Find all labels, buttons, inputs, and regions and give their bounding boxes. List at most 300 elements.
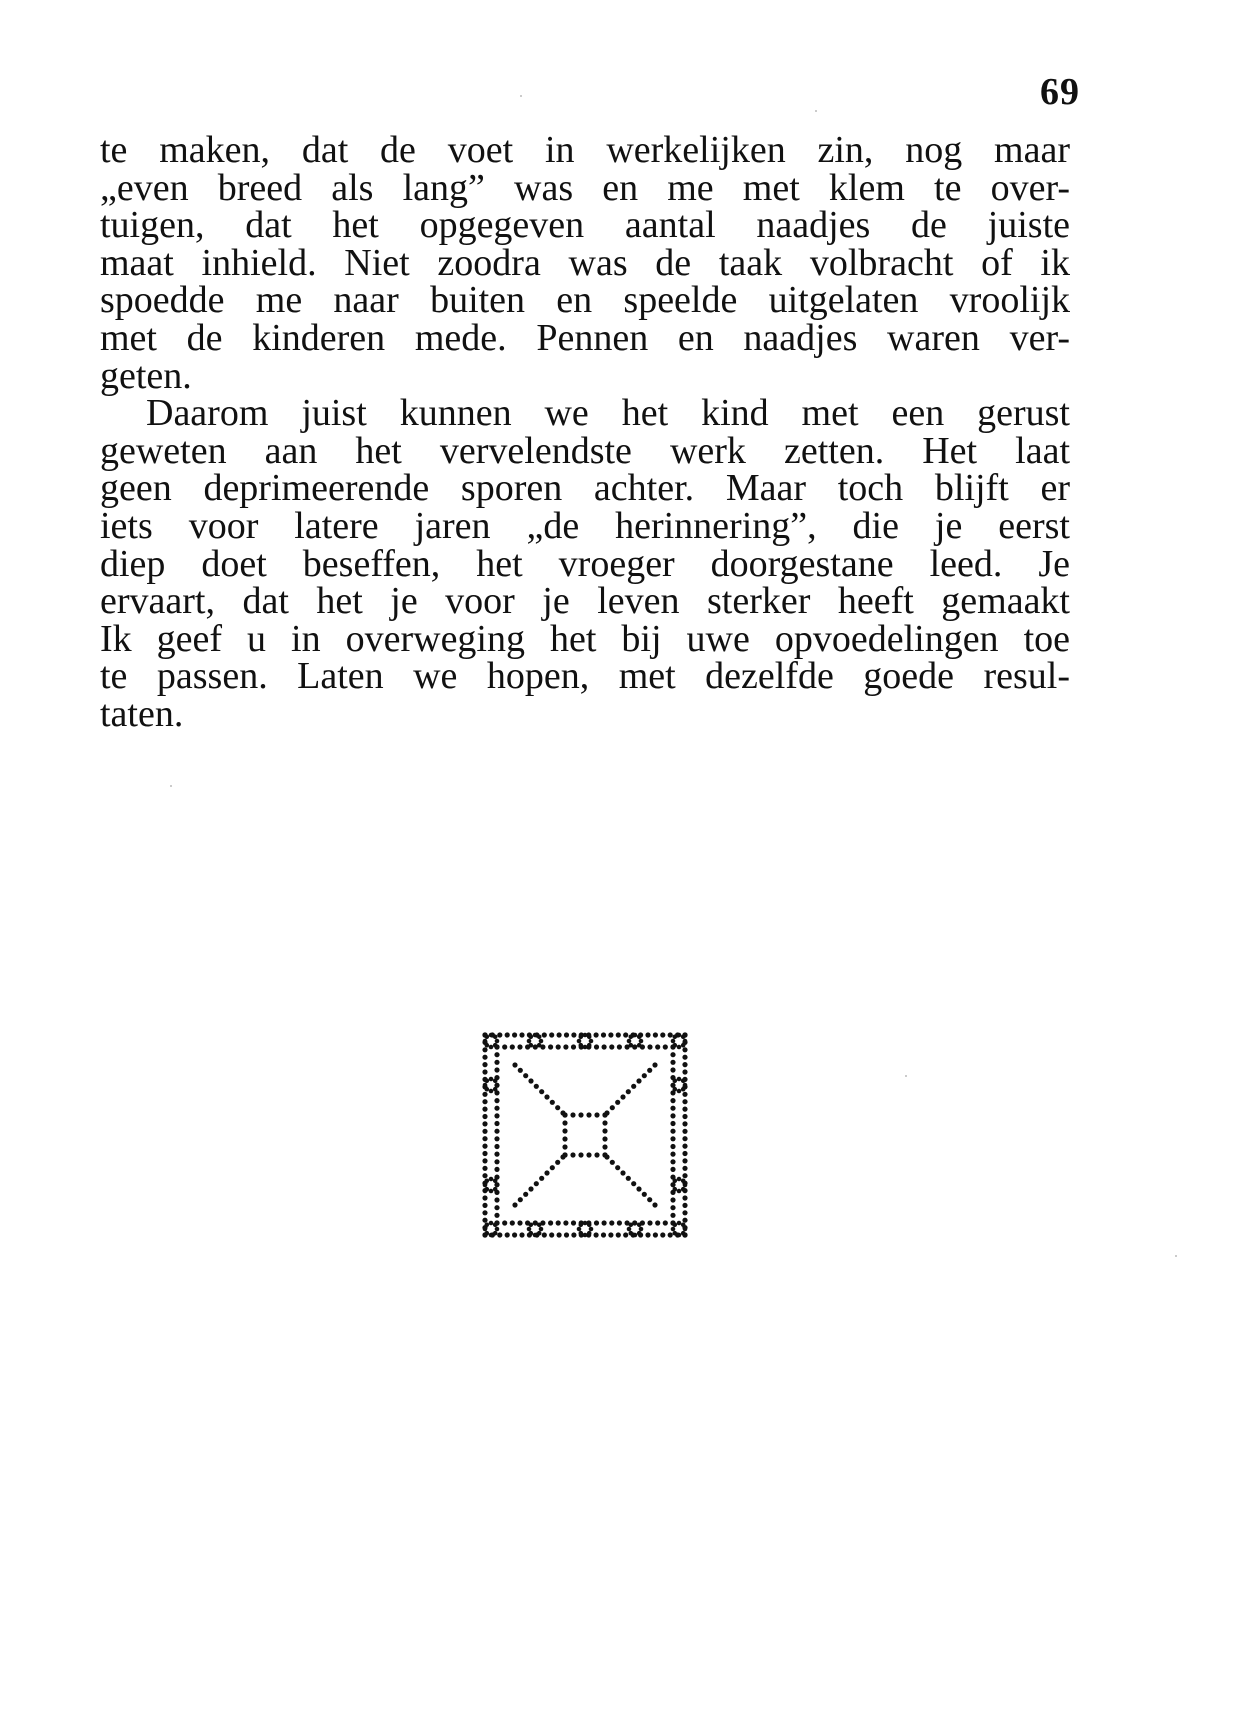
ornament-dot bbox=[629, 1231, 634, 1236]
ornament-dot bbox=[682, 1099, 687, 1104]
ornament-dot bbox=[682, 1114, 687, 1119]
ornament-dot bbox=[682, 1136, 687, 1141]
ornament-dot bbox=[682, 1129, 687, 1134]
ornament-dot bbox=[494, 1144, 499, 1149]
ornament-dot bbox=[489, 1233, 494, 1238]
ornament-dot bbox=[610, 1160, 615, 1165]
ornament-dot bbox=[529, 1035, 534, 1040]
ornament-dot bbox=[482, 1092, 487, 1097]
ornament-dot bbox=[519, 1232, 524, 1237]
ornament-dot bbox=[647, 1044, 652, 1049]
ornament-dot bbox=[482, 1158, 487, 1163]
ornament-dot bbox=[523, 1073, 528, 1078]
scan-speck bbox=[170, 785, 172, 787]
ornament-dot bbox=[544, 1094, 549, 1099]
ornament-dot bbox=[502, 1044, 507, 1049]
ornament-dots bbox=[482, 1032, 687, 1237]
ornament-dot bbox=[670, 1167, 675, 1172]
ornament-dot bbox=[560, 1154, 565, 1159]
ornament-dot bbox=[550, 1165, 555, 1170]
ornament-dot bbox=[493, 1187, 498, 1192]
ornament-dot bbox=[602, 1136, 607, 1141]
body-text bbox=[100, 129, 1070, 771]
ornament-dot bbox=[493, 1043, 498, 1048]
ornament-dot bbox=[482, 1062, 487, 1067]
ornament-dot bbox=[627, 1039, 632, 1044]
ornament-dot bbox=[627, 1227, 632, 1232]
ornament-dot bbox=[494, 1106, 499, 1111]
ornament-dot bbox=[482, 1099, 487, 1104]
ornament-dot bbox=[673, 1187, 678, 1192]
ornament-dot bbox=[682, 1166, 687, 1171]
ornament-dot bbox=[642, 1073, 647, 1078]
ornament-dot bbox=[494, 1121, 499, 1126]
ornament-dot bbox=[670, 1205, 675, 1210]
ornament-dot bbox=[653, 1032, 658, 1037]
ornament-dot bbox=[655, 1220, 660, 1225]
ornament-dot bbox=[671, 1039, 676, 1044]
ornament-dot bbox=[519, 1032, 524, 1037]
ornament-dot bbox=[587, 1231, 592, 1236]
ornament-dot bbox=[485, 1179, 490, 1184]
ornament-dot bbox=[594, 1044, 599, 1049]
ornament-dot bbox=[594, 1220, 599, 1225]
ornament-dot bbox=[609, 1044, 614, 1049]
ornament-dot bbox=[682, 1107, 687, 1112]
ornament-dot bbox=[653, 1232, 658, 1237]
ornament-dot bbox=[636, 1078, 641, 1083]
ornament-dot bbox=[493, 1223, 498, 1228]
ornament-dot bbox=[537, 1035, 542, 1040]
ornament-dot bbox=[528, 1078, 533, 1083]
ornament-dot bbox=[615, 1165, 620, 1170]
ornament-dot bbox=[549, 1232, 554, 1237]
ornament-dot bbox=[683, 1227, 688, 1232]
ornament-dot bbox=[681, 1087, 686, 1092]
ornament-dot bbox=[550, 1100, 555, 1105]
text-line: tuigen, dat het opgegeven aantal naadjes de juiste bbox=[100, 204, 1070, 247]
ornament-dot bbox=[494, 1197, 499, 1202]
ornament-dot bbox=[682, 1062, 687, 1067]
ornament-dot bbox=[556, 1220, 561, 1225]
ornament-dot bbox=[668, 1232, 673, 1237]
ornament-dot bbox=[670, 1067, 675, 1072]
ornament-dot bbox=[485, 1223, 490, 1228]
ornament-dot bbox=[602, 1044, 607, 1049]
ornament-dot bbox=[670, 1129, 675, 1134]
ornament-dot bbox=[589, 1039, 594, 1044]
ornament-dot bbox=[533, 1233, 538, 1238]
ornament-dot bbox=[677, 1233, 682, 1238]
ornament-dot bbox=[555, 1160, 560, 1165]
ornament-dot bbox=[542, 1032, 547, 1037]
ornament-dot bbox=[629, 1043, 634, 1048]
ornament-dot bbox=[494, 1213, 499, 1218]
ornament-dot bbox=[660, 1032, 665, 1037]
ornament-dot bbox=[494, 1052, 499, 1057]
ornament-dot bbox=[682, 1195, 687, 1200]
ornament-dot bbox=[677, 1221, 682, 1226]
ornament-dot bbox=[482, 1047, 487, 1052]
ornament-dot bbox=[482, 1166, 487, 1171]
ornament-dot bbox=[482, 1144, 487, 1149]
scan-speck bbox=[905, 1075, 907, 1077]
ornament-dot bbox=[483, 1039, 488, 1044]
ornament-dot bbox=[633, 1033, 638, 1038]
ornament-dot bbox=[633, 1233, 638, 1238]
text-line: met de kinderen mede. Pennen en naadjes waren ver- bbox=[100, 316, 1070, 359]
ornament-dot bbox=[594, 1032, 599, 1037]
ornament-dot bbox=[485, 1187, 490, 1192]
ornament-dot bbox=[681, 1079, 686, 1084]
ornament-dot bbox=[482, 1210, 487, 1215]
ornament-dot bbox=[655, 1044, 660, 1049]
ornament-dot bbox=[670, 1136, 675, 1141]
ornament-dot bbox=[557, 1232, 562, 1237]
ornament-dot bbox=[571, 1044, 576, 1049]
ornament-dot bbox=[670, 1213, 675, 1218]
ornament-dot bbox=[677, 1089, 682, 1094]
ornament-dot bbox=[579, 1043, 584, 1048]
text-line: „even breed als lang” was en me met klem te over- bbox=[100, 166, 1070, 209]
ornament-dot bbox=[560, 1110, 565, 1115]
text-line: taten. bbox=[100, 692, 184, 735]
ornament-dot bbox=[534, 1084, 539, 1089]
ornament-dot bbox=[670, 1159, 675, 1164]
ornament-dot bbox=[489, 1077, 494, 1082]
ornament-dot bbox=[673, 1087, 678, 1092]
ornament-dot bbox=[562, 1144, 567, 1149]
ornament-dot bbox=[549, 1032, 554, 1037]
ornament-dot bbox=[673, 1223, 678, 1228]
ornament-dot bbox=[682, 1210, 687, 1215]
ornament-dot bbox=[677, 1033, 682, 1038]
ornament-dot bbox=[539, 1039, 544, 1044]
text-line: Ik geef u in overweging het bij uwe opvoedelingen toe bbox=[100, 617, 1070, 660]
ornament-dot bbox=[577, 1227, 582, 1232]
ornament-dot bbox=[626, 1089, 631, 1094]
ornament-dot bbox=[495, 1227, 500, 1232]
ornament-dot bbox=[620, 1094, 625, 1099]
ornament-dot bbox=[482, 1121, 487, 1126]
ornament-dot bbox=[586, 1112, 591, 1117]
ornament-dot bbox=[483, 1083, 488, 1088]
ornament-dot bbox=[564, 1032, 569, 1037]
text-line: Daarom juist kunnen we het kind met een gerust bbox=[146, 392, 1070, 435]
paragraph-1 bbox=[100, 129, 1070, 397]
ornament-dot bbox=[489, 1089, 494, 1094]
ornament-dot bbox=[489, 1221, 494, 1226]
scan-speck bbox=[520, 95, 522, 97]
ornament-dot bbox=[602, 1144, 607, 1149]
ornament-dot bbox=[673, 1043, 678, 1048]
ornament-dot bbox=[631, 1181, 636, 1186]
ornament-dot bbox=[493, 1035, 498, 1040]
ornament-dot bbox=[512, 1202, 517, 1207]
ornament-dot bbox=[482, 1114, 487, 1119]
ornament-dot bbox=[564, 1232, 569, 1237]
ornament-dot bbox=[583, 1221, 588, 1226]
ornament-dot bbox=[502, 1220, 507, 1225]
ornament-dot bbox=[682, 1144, 687, 1149]
ornament-dot bbox=[489, 1177, 494, 1182]
ornament-dot bbox=[493, 1087, 498, 1092]
ornament-dot bbox=[633, 1221, 638, 1226]
ornament-dot bbox=[495, 1039, 500, 1044]
ornament-dot bbox=[670, 1121, 675, 1126]
ornament-dot bbox=[512, 1232, 517, 1237]
ornament-dot bbox=[518, 1068, 523, 1073]
dotted-square-ornament-icon bbox=[475, 1025, 695, 1245]
ornament-dot bbox=[563, 1044, 568, 1049]
ornament-dot bbox=[683, 1039, 688, 1044]
ornament-dot bbox=[527, 1227, 532, 1232]
ornament-dot bbox=[604, 1154, 609, 1159]
ornament-dot bbox=[647, 1220, 652, 1225]
ornament-dot bbox=[587, 1043, 592, 1048]
page-number: 69 bbox=[1040, 71, 1080, 113]
ornament-dot bbox=[578, 1152, 583, 1157]
ornament-dot bbox=[637, 1223, 642, 1228]
ornament-dot bbox=[495, 1183, 500, 1188]
ornament-dot bbox=[583, 1233, 588, 1238]
ornament-dot bbox=[494, 1113, 499, 1118]
ornament-dot bbox=[652, 1202, 657, 1207]
ornament-dot bbox=[673, 1079, 678, 1084]
ornament-dot bbox=[610, 1105, 615, 1110]
ornament-dot bbox=[673, 1231, 678, 1236]
ornament-dot bbox=[528, 1186, 533, 1191]
ornament-dot bbox=[671, 1227, 676, 1232]
ornament-dot bbox=[510, 1220, 515, 1225]
ornament-dot bbox=[673, 1035, 678, 1040]
text-line: ervaart, dat het je voor je leven sterker heeft gemaakt bbox=[100, 580, 1070, 623]
paragraph-2 bbox=[100, 392, 1070, 771]
text-line: iets voor latere jaren „de herinnering”, die je eerst bbox=[100, 504, 1070, 547]
ornament-dot bbox=[517, 1220, 522, 1225]
ornament-dot bbox=[493, 1079, 498, 1084]
ornament-dot bbox=[670, 1098, 675, 1103]
ornament-dot bbox=[677, 1189, 682, 1194]
ornament-dot bbox=[562, 1120, 567, 1125]
ornament-dot bbox=[493, 1231, 498, 1236]
ornament-dot bbox=[652, 1062, 657, 1067]
ornament-dot bbox=[537, 1223, 542, 1228]
ornament-dot bbox=[544, 1170, 549, 1175]
ornament-dot bbox=[637, 1035, 642, 1040]
ornament-dot bbox=[681, 1187, 686, 1192]
ornament-dot bbox=[494, 1129, 499, 1134]
ornament-dot bbox=[483, 1227, 488, 1232]
ornament-dot bbox=[495, 1083, 500, 1088]
ornament-dot bbox=[523, 1192, 528, 1197]
ornament-dot bbox=[645, 1232, 650, 1237]
ornament-dot bbox=[682, 1218, 687, 1223]
ornament-dot bbox=[579, 1035, 584, 1040]
ornament-dot bbox=[609, 1220, 614, 1225]
ornament-dot bbox=[670, 1197, 675, 1202]
ornament-dot bbox=[548, 1220, 553, 1225]
ornament-dot bbox=[482, 1195, 487, 1200]
ornament-dot bbox=[583, 1045, 588, 1050]
ornament-dot bbox=[682, 1203, 687, 1208]
ornament-dot bbox=[529, 1043, 534, 1048]
ornament-dot bbox=[489, 1033, 494, 1038]
ornament-dot bbox=[670, 1052, 675, 1057]
ornament-dot bbox=[671, 1083, 676, 1088]
ornament-dot bbox=[681, 1223, 686, 1228]
ornament-dot bbox=[537, 1231, 542, 1236]
ornament-dot bbox=[602, 1220, 607, 1225]
ornament-dot bbox=[616, 1232, 621, 1237]
ornament-dot bbox=[512, 1032, 517, 1037]
ornament-dot bbox=[533, 1045, 538, 1050]
ornament-dot bbox=[663, 1220, 668, 1225]
ornament-dot bbox=[533, 1033, 538, 1038]
ornament-dot bbox=[594, 1112, 599, 1117]
ornament-dot bbox=[617, 1220, 622, 1225]
ornament-dot bbox=[594, 1152, 599, 1157]
ornament-dot bbox=[482, 1151, 487, 1156]
ornament-dot bbox=[494, 1067, 499, 1072]
ornament-dot bbox=[482, 1173, 487, 1178]
text-line: geweten aan het vervelendste werk zetten. Het laat bbox=[100, 429, 1070, 472]
ornament-dot bbox=[594, 1232, 599, 1237]
ornament-dot bbox=[485, 1087, 490, 1092]
ornament-dot bbox=[482, 1136, 487, 1141]
ornament-dot bbox=[670, 1060, 675, 1065]
ornament-dot bbox=[682, 1151, 687, 1156]
ornament-dot bbox=[571, 1032, 576, 1037]
text-line: te passen. Laten we hopen, met dezelfde goede resul- bbox=[100, 655, 1070, 698]
ornament-dot bbox=[681, 1231, 686, 1236]
ornament-dot bbox=[485, 1035, 490, 1040]
ornament-dot bbox=[623, 1032, 628, 1037]
ornament-dot bbox=[537, 1043, 542, 1048]
ornament-dot bbox=[682, 1121, 687, 1126]
ornament-dot bbox=[482, 1129, 487, 1134]
ornament-dot bbox=[602, 1128, 607, 1133]
ornament-dot bbox=[670, 1144, 675, 1149]
ornament-dot bbox=[529, 1223, 534, 1228]
ornament-dot bbox=[636, 1186, 641, 1191]
ornament-dot bbox=[562, 1136, 567, 1141]
ornament-dot bbox=[529, 1231, 534, 1236]
ornament-dot bbox=[671, 1183, 676, 1188]
ornament-dot bbox=[587, 1035, 592, 1040]
text-line: maat inhield. Niet zoodra was de taak volbracht of ik bbox=[100, 241, 1070, 284]
ornament-dot bbox=[539, 1089, 544, 1094]
ornament-dot bbox=[556, 1044, 561, 1049]
ornament-dot bbox=[647, 1068, 652, 1073]
ornament-dot bbox=[562, 1128, 567, 1133]
ornament-dot bbox=[494, 1205, 499, 1210]
text-line: geten. bbox=[100, 354, 192, 397]
ornament-dot bbox=[617, 1044, 622, 1049]
ornament-dot bbox=[623, 1232, 628, 1237]
ornament-dot bbox=[548, 1044, 553, 1049]
ornament-dot bbox=[494, 1136, 499, 1141]
ornament-dot bbox=[512, 1062, 517, 1067]
ornament-dot bbox=[570, 1112, 575, 1117]
ornament-dot bbox=[604, 1110, 609, 1115]
ornament-dot bbox=[682, 1047, 687, 1052]
text-line: diep doet beseffen, het vroeger doorgestane leed. Je bbox=[100, 542, 1070, 585]
ornament-dot bbox=[571, 1220, 576, 1225]
ornament-dot bbox=[602, 1120, 607, 1125]
ornament-dot bbox=[663, 1044, 668, 1049]
ornament-dot bbox=[608, 1232, 613, 1237]
ornament-dot bbox=[629, 1223, 634, 1228]
ornament-dot bbox=[589, 1227, 594, 1232]
ornament-dot bbox=[601, 1232, 606, 1237]
ornament-dot bbox=[615, 1100, 620, 1105]
ornament-dot bbox=[681, 1179, 686, 1184]
ornament-dot bbox=[682, 1158, 687, 1163]
ornament-dot bbox=[645, 1032, 650, 1037]
ornament-dot bbox=[555, 1105, 560, 1110]
ornament-dot bbox=[505, 1032, 510, 1037]
ornament-dot bbox=[533, 1221, 538, 1226]
ornament-dot bbox=[534, 1181, 539, 1186]
ornament-dot bbox=[571, 1232, 576, 1237]
ornament-dot bbox=[485, 1043, 490, 1048]
ornament-dot bbox=[482, 1069, 487, 1074]
ornament-dot bbox=[670, 1106, 675, 1111]
ornament-dot bbox=[539, 1176, 544, 1181]
ornament-dot bbox=[677, 1177, 682, 1182]
ornament-dot bbox=[683, 1083, 688, 1088]
ornament-dot bbox=[494, 1060, 499, 1065]
ornament-dot bbox=[527, 1039, 532, 1044]
ornament-dot bbox=[494, 1159, 499, 1164]
ornament-dot bbox=[670, 1113, 675, 1118]
ornament-dot bbox=[629, 1035, 634, 1040]
ornament-dot bbox=[660, 1232, 665, 1237]
ornament-dot bbox=[579, 1231, 584, 1236]
scan-speck bbox=[815, 110, 817, 112]
ornament-dot bbox=[683, 1183, 688, 1188]
ornament-dot bbox=[579, 1223, 584, 1228]
ornament-dot bbox=[673, 1179, 678, 1184]
ornament-dot bbox=[633, 1045, 638, 1050]
ornament-dot bbox=[497, 1032, 502, 1037]
ornament-dot bbox=[485, 1231, 490, 1236]
ornament-dot bbox=[637, 1043, 642, 1048]
ornament-dot bbox=[677, 1045, 682, 1050]
ornament-dot bbox=[493, 1179, 498, 1184]
ornament-dot bbox=[626, 1176, 631, 1181]
ornament-dot bbox=[682, 1173, 687, 1178]
ornament-dot bbox=[482, 1203, 487, 1208]
ornament-dot bbox=[570, 1152, 575, 1157]
ornament-dot bbox=[587, 1223, 592, 1228]
ornament-dot bbox=[620, 1170, 625, 1175]
ornament-dot bbox=[668, 1032, 673, 1037]
ornament-dot bbox=[631, 1084, 636, 1089]
ornament-dot bbox=[601, 1032, 606, 1037]
ornament-dot bbox=[482, 1107, 487, 1112]
ornament-dot bbox=[494, 1152, 499, 1157]
ornament-dot bbox=[647, 1197, 652, 1202]
ornament-dot bbox=[542, 1232, 547, 1237]
ornament-dot bbox=[489, 1045, 494, 1050]
ornament-dot bbox=[482, 1218, 487, 1223]
text-line: te maken, dat de voet in werkelijken zin, nog maar bbox=[100, 129, 1070, 171]
ornament-dot bbox=[608, 1032, 613, 1037]
ornament-dot bbox=[677, 1077, 682, 1082]
ornament-dot bbox=[497, 1232, 502, 1237]
